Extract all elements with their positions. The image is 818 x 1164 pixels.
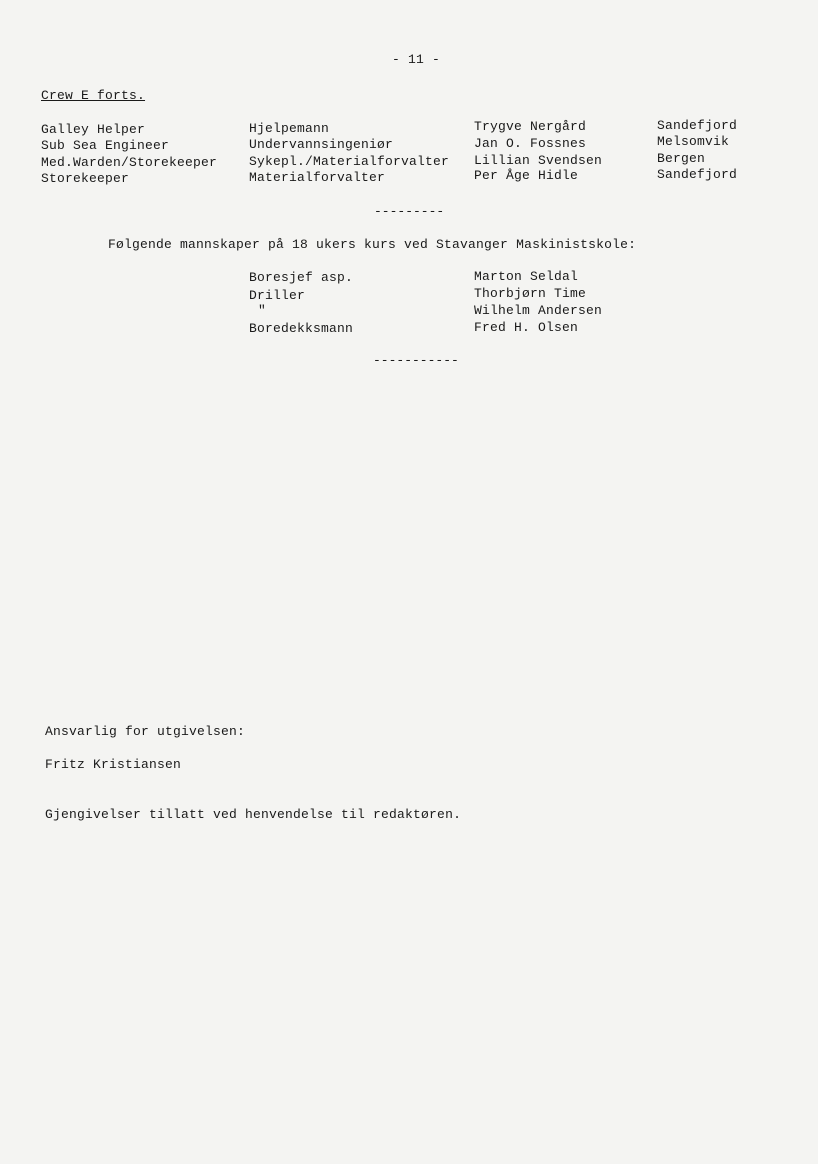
page-number: - 11 -	[392, 52, 441, 67]
separator-line: -----------	[373, 353, 459, 368]
course-role: Boresjef asp.	[249, 270, 354, 285]
course-intro: Følgende mannskaper på 18 ukers kurs ved Stavanger Maskinistskole:	[108, 237, 637, 252]
section-heading: Crew E forts.	[41, 88, 146, 103]
course-name: Thorbjørn Time	[474, 286, 587, 301]
crew-place: Sandefjord	[657, 167, 738, 182]
crew-name: Per Åge Hidle	[474, 168, 579, 183]
role-english: Galley Helper	[41, 122, 146, 137]
table-row	[0, 321, 818, 338]
table-row	[0, 303, 818, 320]
course-name: Wilhelm Andersen	[474, 303, 603, 318]
responsible-name: Fritz Kristiansen	[45, 757, 182, 772]
role-english: Sub Sea Engineer	[41, 138, 170, 153]
course-name: Fred H. Olsen	[474, 320, 579, 335]
course-role: Driller	[249, 288, 306, 303]
crew-place: Sandefjord	[657, 118, 738, 133]
crew-name: Jan O. Fossnes	[474, 136, 587, 151]
crew-name: Lillian Svendsen	[474, 153, 603, 168]
table-row	[0, 270, 818, 287]
role-norwegian: Materialforvalter	[249, 170, 386, 185]
separator-line: ---------	[374, 204, 445, 219]
role-english: Med.Warden/Storekeeper	[41, 155, 218, 170]
crew-place: Bergen	[657, 151, 706, 166]
responsible-label: Ansvarlig for utgivelsen:	[45, 724, 246, 739]
role-norwegian: Hjelpemann	[249, 121, 330, 136]
course-role: Boredekksmann	[249, 321, 354, 336]
course-role: "	[258, 303, 267, 318]
role-english: Storekeeper	[41, 171, 130, 186]
reproduction-note: Gjengivelser tillatt ved henvendelse til redaktøren.	[45, 807, 462, 822]
table-row	[0, 167, 818, 188]
crew-place: Melsomvik	[657, 134, 730, 149]
crew-name: Trygve Nergård	[474, 119, 587, 134]
role-norwegian: Undervannsingeniør	[249, 137, 394, 152]
table-row	[0, 287, 818, 304]
course-name: Marton Seldal	[474, 269, 579, 284]
role-norwegian: Sykepl./Materialforvalter	[249, 154, 450, 169]
